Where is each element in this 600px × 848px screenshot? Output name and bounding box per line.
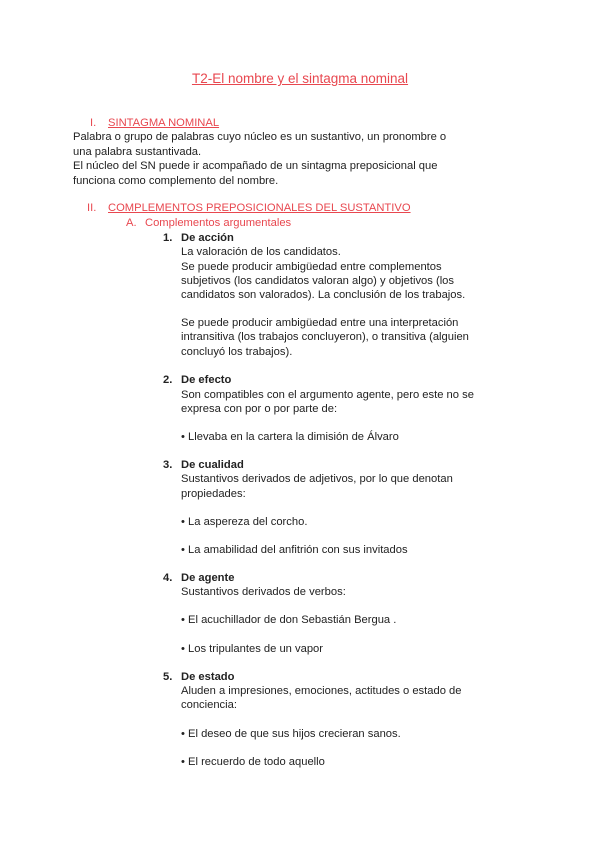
- subsection-letter: A.: [126, 217, 137, 229]
- bullet-example: • El recuerdo de todo aquello: [181, 756, 325, 768]
- item-line: intransitiva (los trabajos concluyeron), o transitiva (alguien: [181, 331, 469, 343]
- section1-paragraph-line: El núcleo del SN puede ir acompañado de un sintagma preposicional que: [73, 160, 438, 172]
- item-line: concluyó los trabajos).: [181, 346, 293, 358]
- section1-paragraph-line: Palabra o grupo de palabras cuyo núcleo es un sustantivo, un pronombre o: [73, 131, 447, 143]
- item-line: Se puede producir ambigüedad entre complementos: [181, 261, 442, 273]
- item-title: De efecto: [181, 374, 232, 386]
- section1-heading: SINTAGMA NOMINAL: [108, 117, 220, 129]
- item-line: Son compatibles con el argumento agente, pero este no se: [181, 389, 474, 401]
- item-number: 4.: [163, 572, 173, 584]
- item-line: Aluden a impresiones, emociones, actitudes o estado de: [181, 685, 462, 697]
- bullet-example: • El deseo de que sus hijos crecieran sanos.: [181, 728, 401, 740]
- bullet-example: • Los tripulantes de un vapor: [181, 643, 323, 655]
- section1-paragraph-line: funciona como complemento del nombre.: [73, 175, 279, 187]
- item-line: subjetivos (los candidatos valoran algo) y objetivos (los: [181, 275, 454, 287]
- document-title: T2-El nombre y el sintagma nominal: [191, 71, 409, 86]
- item-line: propiedades:: [181, 488, 246, 500]
- item-number: 5.: [163, 671, 173, 683]
- bullet-example: • La amabilidad del anfitrión con sus invitados: [181, 544, 408, 556]
- item-line: La valoración de los candidatos.: [181, 246, 341, 258]
- section1-numeral: I.: [90, 117, 97, 129]
- subsection-heading: Complementos argumentales: [145, 217, 292, 229]
- bullet-example: • Llevaba en la cartera la dimisión de Álvaro: [181, 431, 399, 443]
- item-line: Sustantivos derivados de verbos:: [181, 586, 346, 598]
- section1-paragraph-line: una palabra sustantivada.: [73, 146, 202, 158]
- section2-heading: COMPLEMENTOS PREPOSICIONALES DEL SUSTANTIVO: [108, 202, 411, 214]
- item-number: 1.: [163, 232, 173, 244]
- item-line: Sustantivos derivados de adjetivos, por lo que denotan: [181, 473, 453, 485]
- item-line: expresa con por o por parte de:: [181, 403, 338, 415]
- bullet-example: • El acuchillador de don Sebastián Bergua .: [181, 614, 397, 626]
- item-line: candidatos son valorados). La conclusión de los trabajos.: [181, 289, 466, 301]
- item-line: conciencia:: [181, 699, 237, 711]
- item-number: 2.: [163, 374, 173, 386]
- item-number: 3.: [163, 459, 173, 471]
- bullet-example: • La aspereza del corcho.: [181, 516, 308, 528]
- item-title: De acción: [181, 232, 234, 244]
- item-line: Se puede producir ambigüedad entre una interpretación: [181, 317, 459, 329]
- section2-numeral: II.: [87, 202, 97, 214]
- item-title: De estado: [181, 671, 235, 683]
- item-title: De agente: [181, 572, 235, 584]
- item-title: De cualidad: [181, 459, 244, 471]
